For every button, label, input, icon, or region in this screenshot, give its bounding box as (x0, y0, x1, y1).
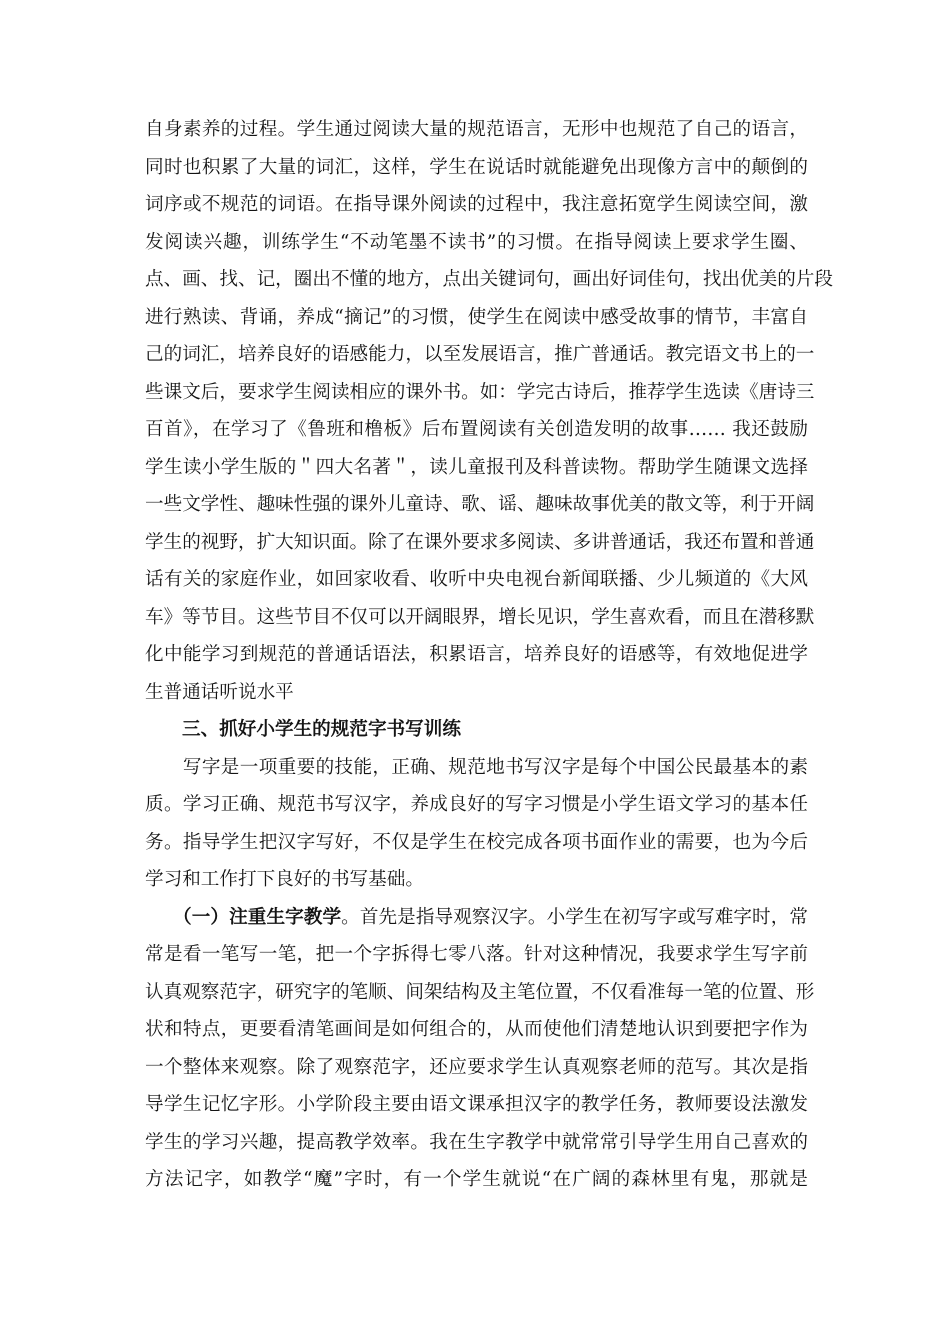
text-line (145, 899, 808, 937)
text-run: 。首先是指导观察汉字。小学生在初写字或写难字时，常 (341, 906, 808, 928)
text-line: 些课文后，要求学生阅读相应的课外书。如：学完古诗后，推荐学生选读《唐诗三 (145, 381, 815, 403)
text-line: 常是看一笔写一笔，把一个字拆得七零八落。针对这种情况，我要求学生写字前 (145, 944, 808, 965)
paragraph-writing-intro (145, 749, 808, 899)
text-line: 务。指导学生把汉字写好，不仅是学生在校完成各项书面作业的需要，也为今后 (145, 831, 808, 853)
paragraph-character-teaching (145, 899, 815, 1199)
text-line: 词序或不规范的词语。在指导课外阅读的过程中，我注意拓宽学生阅读空间，激 (145, 194, 808, 215)
text-line: 学习和工作打下良好的书写基础。 (145, 869, 424, 890)
text-line: 车》等节目。这些节目不仅可以开阔眼界，增长见识，学生喜欢看，而且在潜移默 (145, 606, 815, 628)
text-line: 学生的学习兴趣，提高教学效率。我在生字教学中就常常引导学生用自己喜欢的 (145, 1131, 808, 1153)
text-line: 进行熟读、背诵，养成“摘记”的习惯，使学生在阅读中感受故事的情节，丰富自 (145, 306, 808, 328)
paragraph-reading (145, 111, 833, 711)
text-line: 导学生记忆字形。小学阶段主要由语文课承担汉字的教学任务，教师要设法激发 (145, 1094, 808, 1115)
text-line: 话有关的家庭作业，如回家收看、收听中央电视台新闻联播、少儿频道的《大风 (145, 569, 808, 590)
text-line: 一个整体来观察。除了观察范字，还应要求学生认真观察老师的范写。其次是指 (145, 1056, 808, 1078)
text-line: 百首》，在学习了《鲁班和橹板》后布置阅读有关创造发明的故事…… 我还鼓励 (145, 419, 808, 440)
text-line: 认真观察范字，研究字的笔顺、间架结构及主笔位置，不仅看准每一笔的位置、形 (145, 981, 815, 1003)
text-line: 写字是一项重要的技能，正确、规范地书写汉字是每个中国公民最基本的素 (145, 756, 808, 778)
text-line: 学生读小学生版的＂四大名著＂，读儿童报刊及科普读物。帮助学生随课文选择 (145, 456, 808, 478)
text-line: 生普通话听说水平 (145, 681, 294, 703)
text-line: 化中能学习到规范的普通话语法，积累语言，培养良好的语感等，有效地促进学 (145, 644, 808, 665)
document-page (145, 111, 833, 1199)
text-line: 状和特点，更要看清笔画间是如何组合的，从而使他们清楚地认识到要把字作为 (145, 1019, 808, 1040)
text-line: 己的词汇，培养良好的语感能力，以至发展语言，推广普通话。教完语文书上的一 (145, 344, 815, 365)
text-line: 自身素养的过程。学生通过阅读大量的规范语言，无形中也规范了自己的语言， (145, 119, 808, 140)
subsection-heading: （一）注重生字教学 (145, 906, 342, 928)
text-line: 学生的视野，扩大知识面。除了在课外要求多阅读、多讲普通话，我还布置和普通 (145, 531, 815, 553)
text-line: 质。学习正确、规范书写汉字，养成良好的写字习惯是小学生语文学习的基本任 (145, 794, 808, 815)
text-line: 一些文学性、趣味性强的课外儿童诗、歌、谣、趣味故事优美的散文等，利于开阔 (145, 494, 815, 515)
text-line: 方法记字，如教学“魔”字时，有一个学生就说“在广阔的森林里有鬼，那就是 (145, 1169, 808, 1190)
text-line: 点、画、找、记，圈出不懂的地方，点出关键词句，画出好词佳句，找出优美的片段 (145, 269, 833, 290)
section-heading: 三、抓好小学生的规范字书写训练 (182, 719, 461, 740)
text-line: 发阅读兴趣，训练学生“不动笔墨不读书”的习惯。在指导阅读上要求学生圈、 (145, 231, 808, 253)
text-line: 同时也积累了大量的词汇，这样，学生在说话时就能避免出现像方言中的颠倒的 (145, 156, 808, 178)
